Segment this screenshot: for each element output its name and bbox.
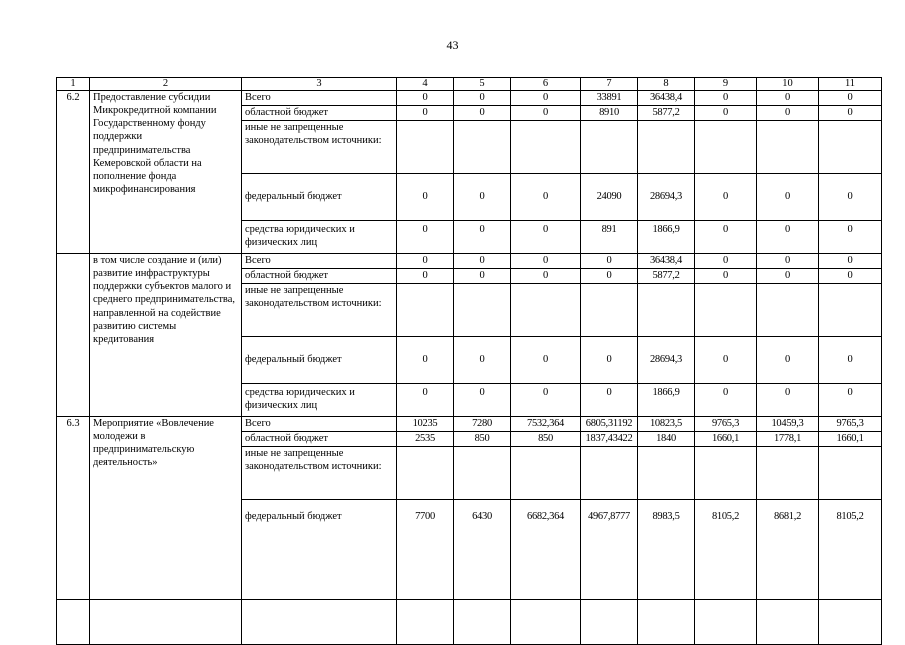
row-code: 6.2 <box>57 91 90 254</box>
table-row <box>57 254 882 269</box>
value-cell: 850 <box>454 432 511 447</box>
funding-source: федеральный бюджет <box>242 500 397 645</box>
value-cell <box>638 447 695 500</box>
value-cell <box>397 284 454 337</box>
value-cell: 0 <box>819 254 882 269</box>
value-cell: 0 <box>397 337 454 384</box>
value-cell: 0 <box>511 174 581 221</box>
value-cell: 0 <box>511 384 581 417</box>
value-cell: 0 <box>695 384 757 417</box>
funding-source: Всего <box>242 417 397 432</box>
value-cell: 0 <box>397 106 454 121</box>
row-code: 6.3 <box>57 417 90 645</box>
table-body <box>57 91 882 645</box>
funding-source: федеральный бюджет <box>242 337 397 384</box>
value-cell: 0 <box>695 106 757 121</box>
column-number: 6 <box>511 78 581 91</box>
table-row <box>57 417 882 432</box>
value-cell: 7280 <box>454 417 511 432</box>
row-code <box>57 254 90 417</box>
value-cell: 0 <box>695 91 757 106</box>
value-cell: 0 <box>695 337 757 384</box>
column-number: 2 <box>90 78 242 91</box>
value-cell: 0 <box>397 254 454 269</box>
value-cell: 9765,3 <box>819 417 882 432</box>
value-cell: 1660,1 <box>819 432 882 447</box>
value-cell: 0 <box>397 384 454 417</box>
value-cell: 0 <box>511 337 581 384</box>
column-number: 1 <box>57 78 90 91</box>
funding-source: областной бюджет <box>242 269 397 284</box>
value-cell: 1866,9 <box>638 384 695 417</box>
table-row <box>57 91 882 106</box>
value-cell: 24090 <box>581 174 638 221</box>
value-cell: 1778,1 <box>757 432 819 447</box>
value-cell: 0 <box>757 337 819 384</box>
value-cell: 0 <box>511 106 581 121</box>
value-cell: 0 <box>511 221 581 254</box>
value-cell: 0 <box>454 337 511 384</box>
value-cell: 1837,43422 <box>581 432 638 447</box>
value-cell <box>638 284 695 337</box>
value-cell <box>581 447 638 500</box>
value-cell: 8681,2 <box>757 500 819 645</box>
value-cell: 8983,5 <box>638 500 695 645</box>
value-cell: 0 <box>695 254 757 269</box>
value-cell <box>819 284 882 337</box>
value-cell: 0 <box>819 269 882 284</box>
funding-source: иные не запрещенные законодательством источники: <box>242 284 397 337</box>
value-cell: 0 <box>581 337 638 384</box>
value-cell <box>819 447 882 500</box>
value-cell: 0 <box>819 384 882 417</box>
value-cell: 0 <box>695 221 757 254</box>
value-cell: 850 <box>511 432 581 447</box>
value-cell: 0 <box>581 269 638 284</box>
value-cell: 36438,4 <box>638 91 695 106</box>
value-cell: 1866,9 <box>638 221 695 254</box>
value-cell: 10459,3 <box>757 417 819 432</box>
value-cell: 0 <box>397 221 454 254</box>
value-cell: 0 <box>397 174 454 221</box>
column-number: 11 <box>819 78 882 91</box>
value-cell <box>819 121 882 174</box>
value-cell: 0 <box>819 337 882 384</box>
activity-description: Предоставление субсидии Микрокредитной компании Государственному фонду поддержки предпринимательства Кемеровской области на пополнение фонда микрофинансирования <box>90 91 242 254</box>
value-cell <box>695 284 757 337</box>
value-cell: 8105,2 <box>819 500 882 645</box>
column-number: 7 <box>581 78 638 91</box>
value-cell: 0 <box>819 221 882 254</box>
value-cell: 0 <box>757 106 819 121</box>
value-cell <box>454 121 511 174</box>
value-cell: 0 <box>454 384 511 417</box>
funding-source: иные не запрещенные законодательством источники: <box>242 121 397 174</box>
value-cell: 0 <box>454 254 511 269</box>
activity-description: в том числе создание и (или) развитие инфраструктуры поддержки субъектов малого и среднего предпринимательства, направленной на содействие развитию системы кредитования <box>90 254 242 417</box>
value-cell: 28694,3 <box>638 174 695 221</box>
value-cell: 0 <box>511 269 581 284</box>
value-cell: 5877,2 <box>638 106 695 121</box>
value-cell <box>581 284 638 337</box>
column-number: 5 <box>454 78 511 91</box>
value-cell <box>511 284 581 337</box>
budget-table <box>56 77 882 645</box>
value-cell: 0 <box>454 91 511 106</box>
value-cell: 10823,5 <box>638 417 695 432</box>
funding-source: иные не запрещенные законодательством источники: <box>242 447 397 500</box>
column-number: 8 <box>638 78 695 91</box>
value-cell <box>454 284 511 337</box>
value-cell: 0 <box>757 174 819 221</box>
value-cell: 0 <box>757 221 819 254</box>
value-cell: 0 <box>454 221 511 254</box>
value-cell: 33891 <box>581 91 638 106</box>
column-number: 4 <box>397 78 454 91</box>
value-cell: 0 <box>511 91 581 106</box>
value-cell: 0 <box>511 254 581 269</box>
funding-source: средства юридических и физических лиц <box>242 221 397 254</box>
value-cell: 0 <box>757 269 819 284</box>
value-cell: 1840 <box>638 432 695 447</box>
value-cell: 0 <box>454 269 511 284</box>
value-cell: 0 <box>819 174 882 221</box>
column-number-row <box>57 78 882 91</box>
value-cell: 0 <box>454 106 511 121</box>
value-cell: 8105,2 <box>695 500 757 645</box>
value-cell: 0 <box>757 384 819 417</box>
value-cell: 36438,4 <box>638 254 695 269</box>
value-cell <box>695 447 757 500</box>
value-cell: 6430 <box>454 500 511 645</box>
value-cell <box>511 447 581 500</box>
column-number: 9 <box>695 78 757 91</box>
value-cell: 891 <box>581 221 638 254</box>
value-cell <box>454 447 511 500</box>
value-cell: 0 <box>757 91 819 106</box>
value-cell <box>757 121 819 174</box>
value-cell: 0 <box>819 91 882 106</box>
value-cell <box>638 121 695 174</box>
funding-source: федеральный бюджет <box>242 174 397 221</box>
funding-source: областной бюджет <box>242 106 397 121</box>
value-cell: 0 <box>581 384 638 417</box>
value-cell: 0 <box>397 269 454 284</box>
value-cell: 0 <box>695 174 757 221</box>
value-cell: 5877,2 <box>638 269 695 284</box>
value-cell: 6805,31192 <box>581 417 638 432</box>
page-number: 43 <box>446 38 459 52</box>
value-cell: 9765,3 <box>695 417 757 432</box>
value-cell: 0 <box>757 254 819 269</box>
value-cell <box>397 447 454 500</box>
value-cell <box>397 121 454 174</box>
activity-description: Мероприятие «Вовлечение молодежи в предпринимательскую деятельность» <box>90 417 242 645</box>
value-cell: 1660,1 <box>695 432 757 447</box>
value-cell: 0 <box>819 106 882 121</box>
funding-source: средства юридических и физических лиц <box>242 384 397 417</box>
value-cell: 6682,364 <box>511 500 581 645</box>
value-cell: 10235 <box>397 417 454 432</box>
column-number: 10 <box>757 78 819 91</box>
value-cell <box>581 121 638 174</box>
funding-source: Всего <box>242 254 397 269</box>
value-cell: 4967,8777 <box>581 500 638 645</box>
value-cell: 0 <box>695 269 757 284</box>
value-cell <box>757 284 819 337</box>
value-cell: 28694,3 <box>638 337 695 384</box>
value-cell: 0 <box>454 174 511 221</box>
value-cell <box>511 121 581 174</box>
value-cell: 8910 <box>581 106 638 121</box>
funding-source: областной бюджет <box>242 432 397 447</box>
value-cell: 7532,364 <box>511 417 581 432</box>
value-cell <box>695 121 757 174</box>
value-cell: 0 <box>397 91 454 106</box>
value-cell: 2535 <box>397 432 454 447</box>
value-cell <box>757 447 819 500</box>
funding-source: Всего <box>242 91 397 106</box>
value-cell: 0 <box>581 254 638 269</box>
column-number: 3 <box>242 78 397 91</box>
value-cell: 7700 <box>397 500 454 645</box>
